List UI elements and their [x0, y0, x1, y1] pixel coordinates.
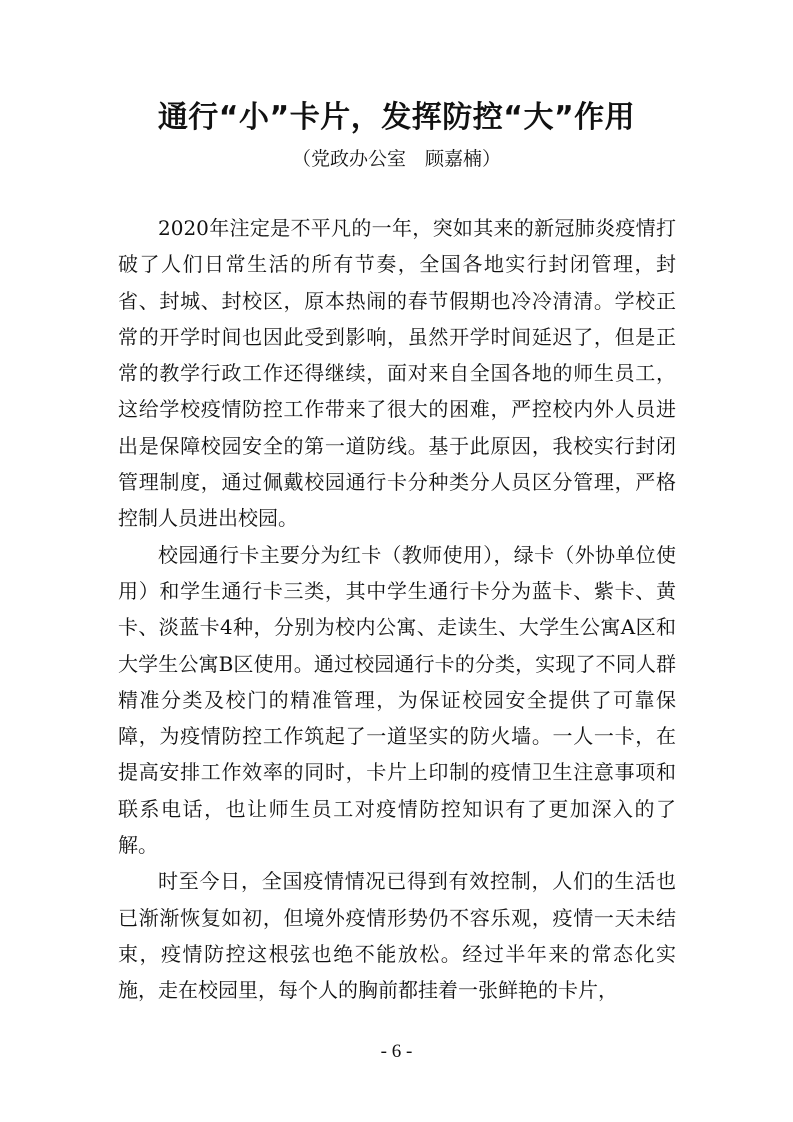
- paragraph-2: 校园通行卡主要分为红卡（教师使用），绿卡（外协单位使用）和学生通行卡三类，其中学生通行卡分为蓝卡、紫卡、黄卡、淡蓝卡4种，分别为校内公寓、走读生、大学生公寓A区和大学生公寓B区使用。通过校园通行卡的分类，实现了不同人群精准分类及校门的精准管理，为保证校园安全提供了可靠保障，为疫情防控工作筑起了一道坚实的防火墙。一人一卡，在提高安排工作效率的同时，卡片上印制的疫情卫生注意事项和联系电话，也让师生员工对疫情防控知识有了更加深入的了解。: [118, 542, 676, 858]
- paragraph-1: 2020年注定是不平凡的一年，突如其来的新冠肺炎疫情打破了人们日常生活的所有节奏，全国各地实行封闭管理，封省、封城、封校区，原本热闹的春节假期也冷冷清清。学校正常的开学时间也因此受到影响，虽然开学时间延迟了，但是正常的教学行政工作还得继续，面对来自全国各地的师生员工，这给学校疫情防控工作带来了很大的困难，严控校内外人员进出是保障校园安全的第一道防线。基于此原因，我校实行封闭管理制度，通过佩戴校园通行卡分种类分人员区分管理，严格控制人员进出校园。: [118, 216, 676, 531]
- article-body: [118, 210, 676, 1009]
- article-byline: （党政办公室 顾嘉楠）: [291, 148, 501, 170]
- paragraph-3: 时至今日，全国疫情情况已得到有效控制，人们的生活也已渐渐恢复如初，但境外疫情形势仍不容乐观，疫情一天未结束，疫情防控这根弦也绝不能放松。经过半年来的常态化实施，走在校园里，每个人的胸前都挂着一张鲜艳的卡片，: [118, 869, 676, 1003]
- page-number: - 6 -: [380, 1041, 413, 1062]
- article-title: 通行“小”卡片，发挥防控“大”作用: [157, 100, 636, 135]
